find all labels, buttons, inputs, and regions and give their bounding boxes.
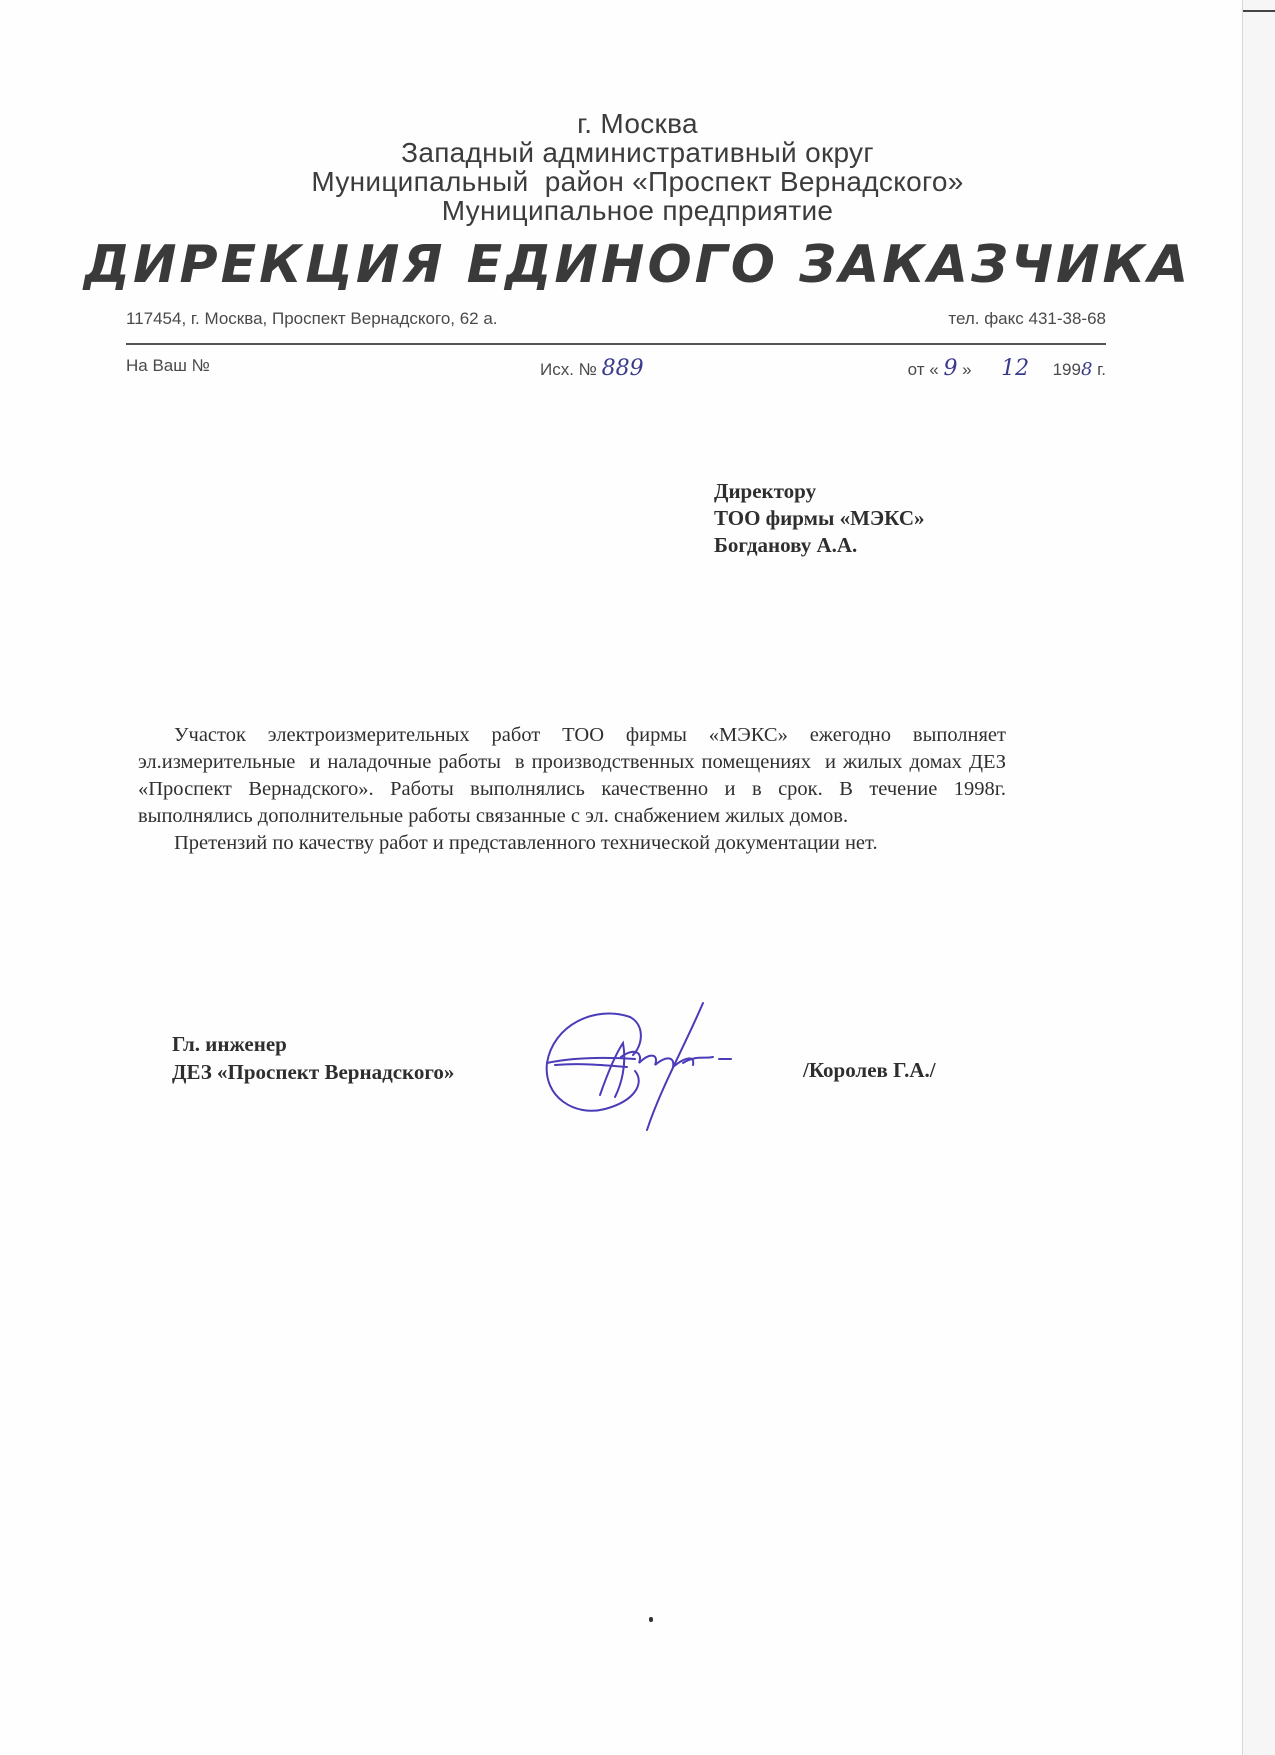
outgoing-label: Исх. №: [540, 360, 597, 379]
date-from-label: от «: [907, 360, 939, 379]
addressee-block: [714, 478, 925, 559]
header-enterprise-type: Муниципальное предприятие: [441, 195, 834, 226]
signatory-position: [172, 1030, 454, 1086]
your-number-label: На Ваш №: [126, 356, 210, 375]
body-paragraph-2: Претензий по качеству работ и представленного технической документации нет.: [174, 832, 878, 854]
addressee-name: Богданову А.А.: [714, 533, 858, 557]
signatory-organization: ДЕЗ «Проспект Вернадского»: [172, 1060, 455, 1084]
header-municipality: Муниципальный район «Проспект Вернадского»: [311, 166, 964, 197]
letter-date: [908, 356, 1106, 381]
phone-text: тел. факс 431-38-68: [948, 309, 1106, 328]
organization-title: ДИРЕКЦИЯ ЕДИНОГО ЗАКАЗЧИКА: [83, 235, 1192, 295]
outgoing-number: [540, 356, 644, 381]
reference-row: [126, 352, 1106, 382]
date-year-handwritten: 8: [1080, 359, 1093, 380]
scan-edge-mark: [1243, 10, 1275, 12]
date-year-prefix: 199: [1052, 360, 1081, 379]
letter-body: [138, 722, 1012, 857]
scan-speck: [649, 1617, 653, 1622]
date-day-handwritten: 9: [943, 356, 958, 381]
addressee-title: Директору: [714, 479, 817, 503]
date-month-handwritten: 12: [1001, 356, 1030, 381]
header-district: Западный административный округ: [401, 137, 874, 168]
scan-page-edge: [1242, 0, 1275, 1755]
handwritten-signature: [535, 985, 795, 1140]
address-row: [126, 309, 1106, 337]
body-paragraph-1: Участок электроизмерительных работ ТОО фирмы «МЭКС» ежегодно выполняет эл.измерительные и наладочные работы в производственных помещениях и жилых домах ДЕЗ «Проспект Вернадского». Работы выполнялись качественно и в срок. В течение 1998г. выполнялись дополнительные работы связанные с эл. снабжением жилых домов.: [138, 724, 1012, 827]
signatory-name: /Королев Г.А./: [803, 1058, 936, 1082]
date-mid-quote: »: [962, 360, 972, 379]
header-divider: [126, 343, 1106, 345]
address-text: 117454, г. Москва, Проспект Вернадского, 62 а.: [126, 309, 498, 328]
signatory-title: Гл. инженер: [172, 1032, 287, 1056]
date-suffix: г.: [1097, 360, 1106, 379]
addressee-company: ТОО фирмы «МЭКС»: [714, 506, 925, 530]
outgoing-number-handwritten: 889: [601, 356, 644, 381]
header-city: г. Москва: [577, 108, 698, 139]
